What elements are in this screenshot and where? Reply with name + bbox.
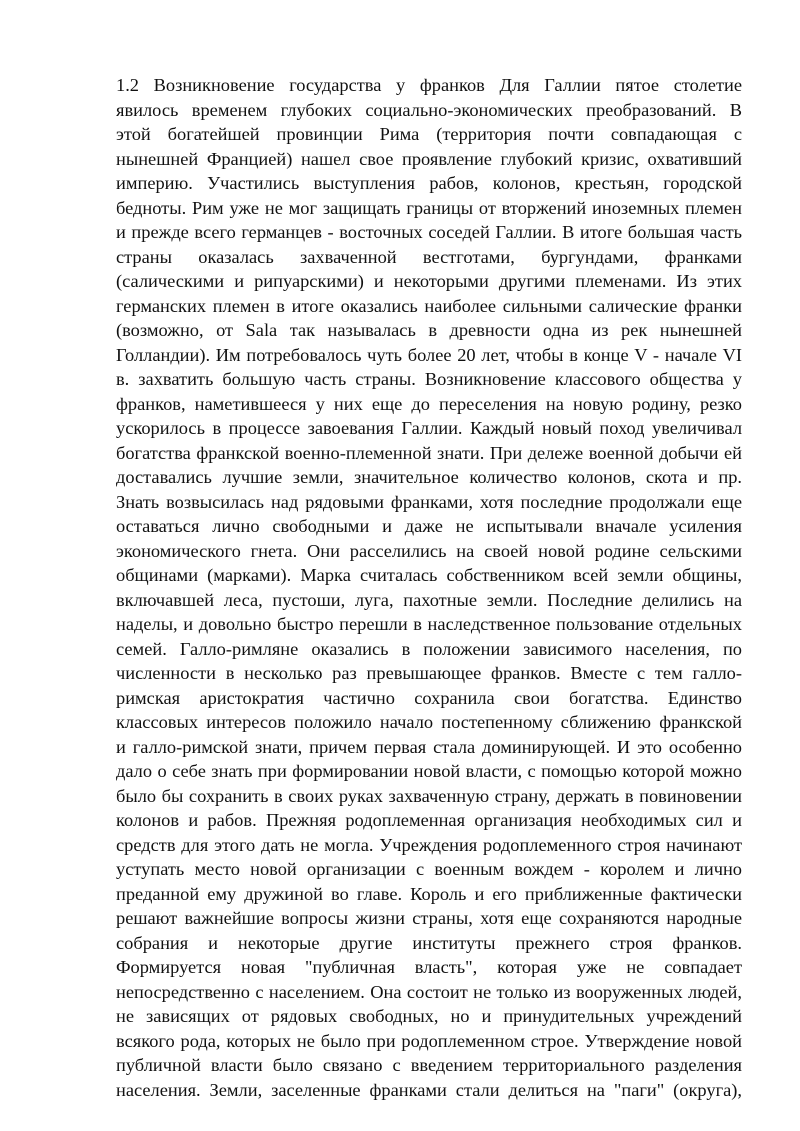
text-line: семей. Галло-римляне оказались в положении зависимого населения, по <box>116 638 742 659</box>
text-line: собрания и некоторые другие институты прежнего строя франков. <box>116 932 742 953</box>
text-line: численности в несколько раз превышающее франков. Вместе с тем галло- <box>116 663 742 683</box>
text-line: страны оказалась захваченной вестготами, бургундами, франками <box>116 246 742 267</box>
text-line: уступать место новой организации с военным вождем - королем и лично <box>116 859 742 879</box>
text-line: непосредственно с населением. Она состоит не только из вооруженных людей, <box>116 981 742 1002</box>
text-line: империю. Участились выступления рабов, колонов, крестьян, городской <box>116 173 742 193</box>
text-line: явилось временем глубоких социально-экономических преобразований. В <box>116 99 742 120</box>
text-line: классовых интересов положило начало постепенному сближению франкской <box>116 712 742 732</box>
text-line: населения. Земли, заселенные франками стали делиться на "паги" (округа), <box>116 1079 742 1100</box>
text-line: решают важнейшие вопросы жизни страны, хотя еще сохраняются народные <box>116 908 742 928</box>
text-line: оставаться лично свободными и даже не испытывали вначале усиления <box>116 516 742 536</box>
text-line: включавшей леса, пустоши, луга, пахотные земли. Последние делились на <box>116 589 742 610</box>
text-line: всякого рода, которых не было при родоплеменном строе. Утверждение новой <box>116 1030 742 1051</box>
text-line: германских племен в итоге оказались наиболее сильными салические франки <box>116 295 742 316</box>
text-line: общинами (марками). Марка считалась собственником всей земли общины, <box>116 565 742 585</box>
text-line: в. захватить большую часть страны. Возникновение классового общества у <box>116 369 742 389</box>
text-line: публичной власти было связано с введением территориального разделения <box>116 1055 742 1075</box>
text-line: наделы, и довольно быстро перешли в наследственное пользование отдельных <box>116 614 742 634</box>
text-line: дало о себе знать при формировании новой власти, с помощью которой можно <box>116 761 742 781</box>
text-line: экономического гнета. Они расселились на своей новой родине сельскими <box>116 540 742 561</box>
text-line: (салическими и рипуарскими) и некоторыми другими племенами. Из этих <box>116 271 742 291</box>
text-line: нынешней Францией) нашел свое проявление глубокий кризис, охвативший <box>116 148 742 169</box>
text-line: богатства франкской военно-племенной знати. При дележе военной добычи ей <box>116 442 742 463</box>
text-line: колонов и рабов. Прежняя родоплеменная организация необходимых сил и <box>116 810 742 830</box>
text-line: Формируется новая "публичная власть", которая уже не совпадает <box>116 957 742 977</box>
text-line: римская аристократия частично сохранила свои богатства. Единство <box>116 687 742 708</box>
text-line: франков, наметившееся у них еще до переселения на новую родину, резко <box>116 393 742 414</box>
text-line: (возможно, от Sala так называлась в древности одна из рек нынешней <box>116 320 742 340</box>
text-line: и галло-римской знати, причем первая стала доминирующей. И это особенно <box>116 736 742 757</box>
text-line: преданной ему дружиной во главе. Король и его приближенные фактически <box>116 883 742 904</box>
text-line: бедноты. Рим уже не мог защищать границы от вторжений иноземных племен <box>116 197 742 218</box>
text-line: и прежде всего германцев - восточных соседей Галлии. В итоге большая часть <box>116 222 742 242</box>
text-line: Голландии). Им потребовалось чуть более 20 лет, чтобы в конце V - начале VI <box>116 344 742 365</box>
text-line: доставались лучшие земли, значительное количество колонов, скота и пр. <box>116 467 742 487</box>
text-line: ускорилось в процессе завоевания Галлии. Каждый новый поход увеличивал <box>116 418 742 438</box>
text-line: Знать возвысилась над рядовыми франками, хотя последние продолжали еще <box>116 491 742 512</box>
text-line: не зависящих от рядовых свободных, но и принудительных учреждений <box>116 1006 742 1026</box>
text-line: средств для этого дать не могла. Учреждения родоплеменного строя начинают <box>116 834 742 855</box>
body-text <box>116 73 742 1102</box>
text-line: этой богатейшей провинции Рима (территория почти совпадающая с <box>116 124 742 144</box>
text-line: 1.2 Возникновение государства у франков Для Галлии пятое столетие <box>116 75 742 95</box>
text-line: было бы сохранить в своих руках захваченную страну, держать в повиновении <box>116 785 742 806</box>
